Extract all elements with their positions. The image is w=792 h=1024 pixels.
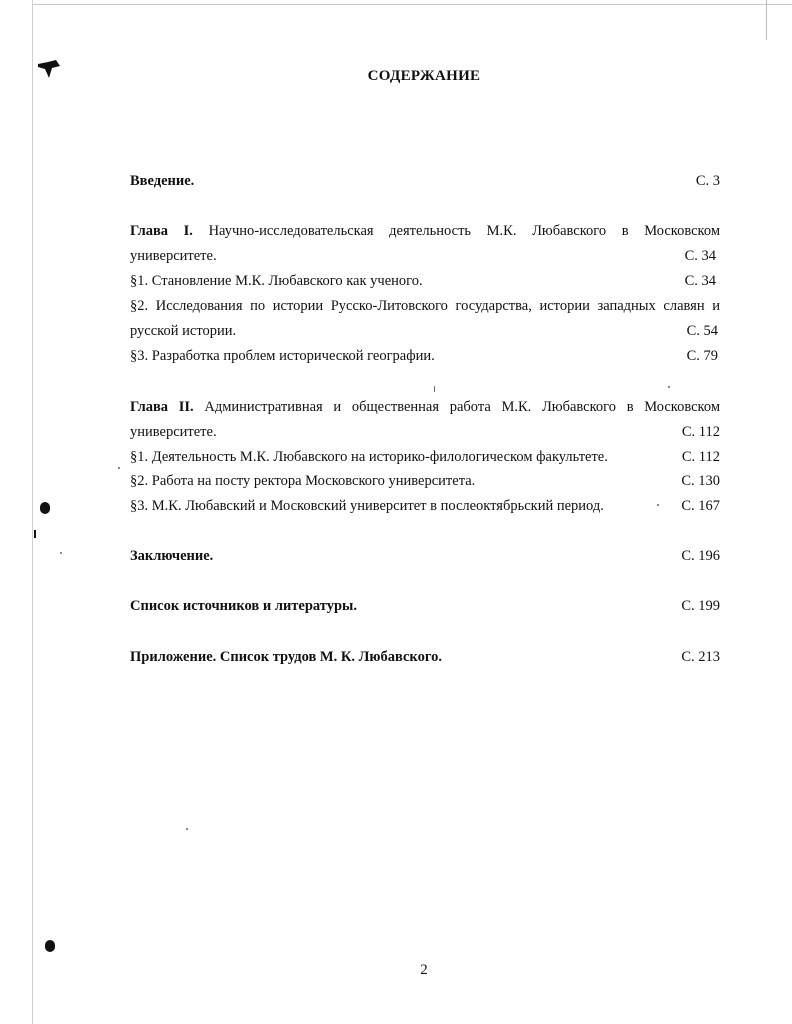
toc-page: С. 199 xyxy=(681,598,720,614)
scan-top-edge xyxy=(32,4,792,5)
chapter-title: Научно-исследовательская деятельность М.К. Любавского в Московском xyxy=(208,223,720,239)
chapter-title: Административная и общественная работа М.К. Любавского в Московском xyxy=(204,399,721,415)
toc-page: С. 34 xyxy=(684,273,716,289)
toc-chapter-1-heading[interactable] xyxy=(130,222,720,240)
toc-label: Список источников и литературы. xyxy=(130,598,357,614)
toc-label: §3. Разработка проблем исторической географии. xyxy=(130,348,435,364)
toc-section-2-2[interactable] xyxy=(130,472,720,490)
toc-entry-appendix[interactable] xyxy=(130,648,720,666)
toc-label: §2. Работа на посту ректора Московского университета. xyxy=(130,473,476,489)
toc-page: С. 54 xyxy=(686,323,718,339)
toc-page: С. 112 xyxy=(681,424,720,440)
scan-right-edge xyxy=(766,0,767,40)
scan-speck xyxy=(60,552,62,554)
toc-page: С. 79 xyxy=(686,348,718,364)
scan-speck xyxy=(118,467,120,469)
toc-label: §1. Деятельность М.К. Любавского на историко-филологическом факультете. xyxy=(130,449,608,465)
toc-label: §2. Исследования по истории Русско-Литовского государства, истории западных славян и xyxy=(130,298,720,314)
chapter-prefix: Глава II. xyxy=(130,399,194,415)
toc-label: Введение. xyxy=(130,173,195,189)
toc-section-1-3[interactable] xyxy=(130,347,720,365)
toc-section-1-2[interactable] xyxy=(130,297,720,315)
scan-mark-dot-mid xyxy=(40,502,50,514)
scan-mark-tick xyxy=(34,530,36,538)
toc-label: §3. М.К. Любавский и Московский университет в послеоктябрьский период. xyxy=(130,498,604,514)
toc-label: Приложение. Список трудов М. К. Любавского. xyxy=(130,649,442,665)
toc-section-2-1[interactable] xyxy=(130,448,720,466)
page-title: СОДЕРЖАНИЕ xyxy=(367,68,481,84)
toc-page: С. 112 xyxy=(681,449,720,465)
scan-speck xyxy=(186,828,188,830)
toc-entry-sources[interactable] xyxy=(130,597,720,615)
toc-entry-conclusion[interactable] xyxy=(130,547,720,565)
toc-page: С. 130 xyxy=(681,473,720,489)
toc-page: С. 196 xyxy=(681,548,720,564)
toc-chapter-2-heading[interactable] xyxy=(130,398,720,416)
toc-chapter-2-heading-cont[interactable] xyxy=(130,423,720,441)
toc-section-1-2-cont[interactable] xyxy=(130,322,720,340)
toc-label: Заключение. xyxy=(130,548,214,564)
toc-section-1-1[interactable] xyxy=(130,272,720,290)
toc-label: §1. Становление М.К. Любавского как ученого. xyxy=(130,273,423,289)
toc-label-cont: русской истории. xyxy=(130,323,237,339)
chapter-title-cont: университете. xyxy=(130,248,217,264)
scan-speck xyxy=(668,386,670,388)
toc-page: С. 34 xyxy=(684,248,716,264)
page-number: 2 xyxy=(420,962,428,978)
toc-page: С. 3 xyxy=(695,173,720,189)
toc-chapter-1-heading-cont[interactable] xyxy=(130,247,720,265)
scan-mark-dot-bottom xyxy=(45,940,55,952)
scan-left-edge xyxy=(32,0,33,1024)
toc-entry-intro[interactable] xyxy=(130,172,720,190)
chapter-title-cont: университете. xyxy=(130,424,217,440)
toc-section-2-3[interactable] xyxy=(130,497,720,515)
toc-page: С. 167 xyxy=(681,498,720,514)
scan-speck xyxy=(434,386,435,392)
chapter-prefix: Глава I. xyxy=(130,223,193,239)
toc-page: С. 213 xyxy=(681,649,720,665)
